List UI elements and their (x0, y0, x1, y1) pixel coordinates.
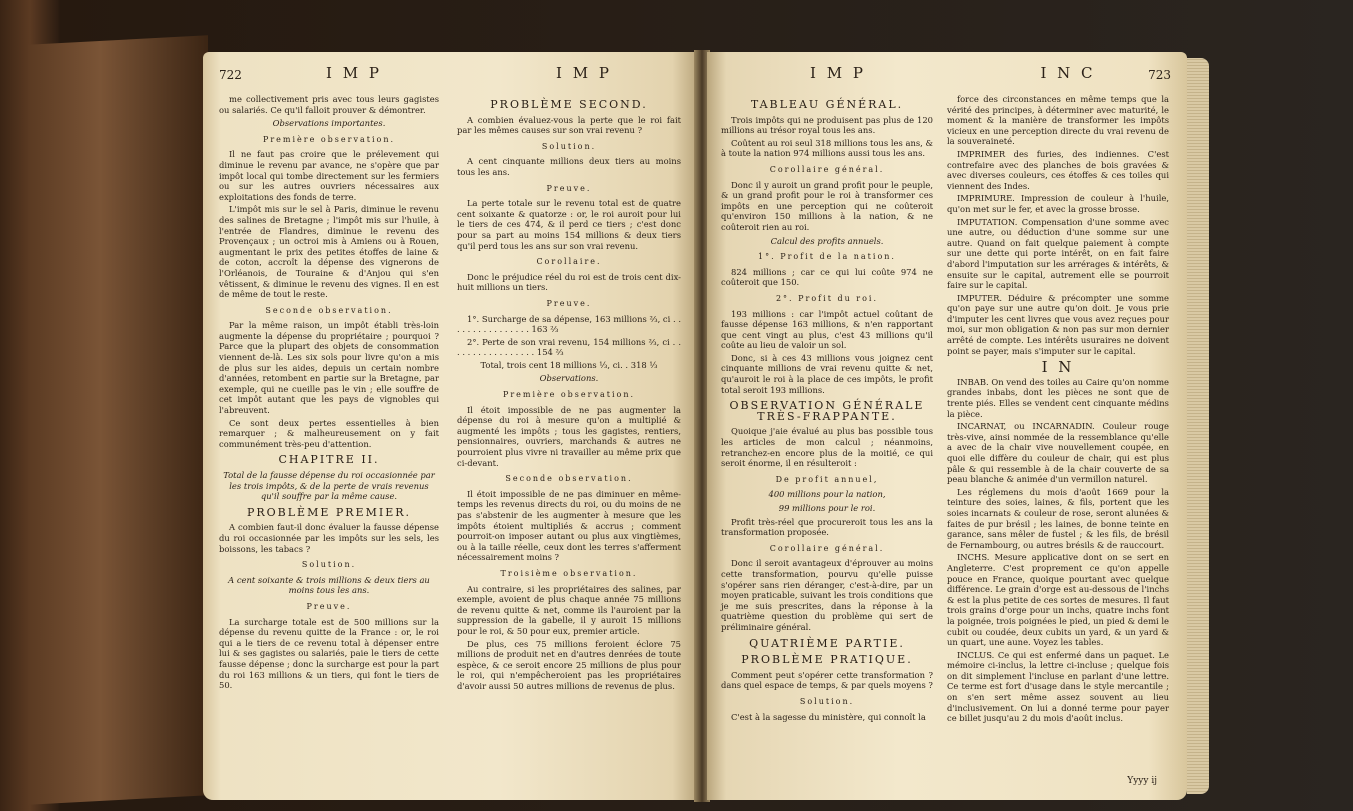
left-headword-1: I M P (326, 64, 382, 82)
heading: Solution. (301, 560, 357, 570)
paragraph: 824 millions ; car ce qui lui coûte 974 ne coûteroit que 150. (721, 266, 933, 288)
right-headword-2: I N C (1040, 64, 1096, 82)
paragraph: IMPUTATION. Compensation d'une somme avec une autre, ou déduction d'une somme sur une autre. Quand on fait quelque paiement à compte sur une dette qui porte intérêt, on en fait faire d'abord l'imputation sur les arrérages & intérêts, & ensuite sur le capital, autrement elle se pourroit faire sur le capital. (947, 216, 1169, 291)
paragraph: IMPRIMURE. Impression de couleur à l'huile, qu'on met sur le fer, et avec la grosse brosse. (947, 193, 1169, 214)
paragraph: IMPUTER. Déduire & précompter une somme qu'on paye sur une autre qu'on doit. Je vous prie d'imputer les cent livres que vous avez reçues pour moi, sur mon obligation & non pas sur mon dernier arrêté de compte. Les intérêts usuraires ne doivent point se payer, mais s'imputer sur le capital. (947, 292, 1169, 356)
heading: Seconde observation. (505, 474, 633, 484)
left-page-number: 722 (219, 68, 242, 82)
paragraph: C'est à la sagesse du ministère, qui connoît la (731, 711, 926, 722)
paragraph: Il étoit impossible de ne pas augmenter la dépense du roi à mesure qu'on a multiplié & augmenté les impôts ; tous les gagistes, rentiers, pensionnaires, ouvriers, marchands & autres ne pourroient plus vivre ni travailler au même prix que ci-devant. (457, 404, 681, 468)
paragraph: A combien faut-il donc évaluer la fausse dépense du roi occasionnée par les impôts sur les sels, les boissons, les tabacs ? (219, 522, 439, 554)
heading: 99 millions pour le roi. (778, 503, 876, 513)
paragraph: Donc il seroit avantageux d'éprouver au moins cette transformation, pourvu qu'elle puisse s'opérer sans rien déranger, c'est-à-dire, par un moyen praticable, suivant les trois conditions que je me suis prescrites, dans la réponse à la quatrième question du problème qui sert de préliminaire général. (721, 558, 933, 632)
heading: Solution. (541, 141, 597, 151)
signature-mark: Yyyy ij (1127, 776, 1157, 786)
left-column-2 (457, 94, 681, 694)
paragraph: La surcharge totale est de 500 millions sur la dépense du revenu quitte de la France : or, le roi qui a le tiers de ce revenu total à dépenser entre lui & ses gagistes ou salariés, paie le tiers de cette fausse dépense ; donc la surcharge est pour la part du roi 163 millions & un tiers, qui font le tiers de 50. (219, 616, 439, 691)
heading: Preuve. (546, 298, 592, 308)
heading: QUATRIÈME PARTIE. (749, 636, 905, 650)
paragraph: 1°. Surcharge de sa dépense, 163 millions ⅔, ci . . . . . . . . . . . . . . . . 163 ⅔ (457, 313, 681, 335)
heading: Solution. (799, 696, 855, 706)
paragraph: Il étoit impossible de ne pas diminuer en même-temps les revenus directs du roi, ou du moins de ne pas s'abstenir de les augmenter à mesure que les impôts étoient multipliés & accrus ; comment pourroit-on imposer autant ou plus aux vingtièmes, ou à la taille réelle, ceux dont les terres s'afferment nécessairement moins ? (457, 488, 681, 563)
heading: Total de la fausse dépense du roi occasionnée par les trois impôts, & de la perte de vrais revenus qu'il souffre par la même cause. (223, 470, 435, 502)
paragraph: Donc il y auroit un grand profit pour le peuple, & un grand profit pour le roi à transformer ces impôts en une perception qui ne coûteroit qu'environ 150 millions à la nation, & ne coûteroit rien au roi. (721, 179, 933, 232)
heading: OBSERVATION GÉNÉRALE TRÈS-FRAPPANTE. (729, 399, 925, 423)
paragraph: Quoique j'aie évalué au plus bas possible tous les articles de mon calcul ; néanmoins, retranchez-en encore plus de la moitié, ce qui seroit énorme, il en résulteroit : (721, 426, 933, 469)
paragraph: INCHS. Mesure applicative dont on se sert en Angleterre. C'est proprement ce qu'on appelle pouce en France, quoique pourtant avec quelque différence. Le grain d'orge est au-dessous de l'inchs & est la plus petite de ces sortes de mesures. Il faut trois grains d'orge pour un inchs, quatre inchs font la poignée, trois poignées le pied, un pied & demi le cubit ou coudée, deux cubits un yard, & un yard & un quart, une aune. Voyez les tables. (947, 552, 1169, 648)
paragraph: Donc, si à ces 43 millions vous joignez cent cinquante millions de vrai revenu quitte & net, qu'auroit le roi à la place de ces impôts, le profit total seroit 193 millions. (721, 352, 933, 395)
paragraph: 2°. Perte de son vrai revenu, 154 millions ⅔, ci . . . . . . . . . . . . . . . . . 154 ⅔ (457, 336, 681, 358)
heading: De profit annuel, (775, 474, 879, 484)
paragraph: IMPRIMER des furies, des indiennes. C'est contrefaire avec des planches de bois gravées & avec diverses couleurs, ces étoffes & ces toiles qui viennent des Indes. (947, 148, 1169, 191)
page-edges (1187, 58, 1209, 794)
heading: Corollaire général. (769, 164, 885, 174)
book-cover-edge (28, 35, 208, 804)
heading: PROBLÈME PREMIER. (246, 505, 412, 519)
right-column-2 (947, 94, 1169, 726)
heading: Troisième observation. (500, 568, 638, 578)
right-column-1 (721, 94, 933, 724)
paragraph: Trois impôts qui ne produisent pas plus de 120 millions au trésor royal tous les ans. (721, 114, 933, 136)
right-running-head (723, 64, 1171, 90)
paragraph: Ce sont deux pertes essentielles à bien remarquer ; & malheureusement on y fait communément très-peu d'attention. (219, 417, 439, 449)
paragraph: Comment peut s'opérer cette transformation ? dans quel espace de temps, & par quels moyens ? (721, 669, 933, 691)
heading: PROBLÈME SECOND. (490, 98, 648, 111)
paragraph: L'impôt mis sur le sel à Paris, diminue le revenu des salines de Bretagne ; l'impôt mis sur l'huile, à l'entrée de Flandres, diminue le revenu des Provençaux ; un octroi mis à Amiens ou à Rouen, augmentant le prix des petites étoffes de laine & de coton, accroît la dépense des vignerons de l'Orléanois, de Touraine & d'Anjou qui s'en vêtissent, & diminue le revenu des vignes. Il en est de même de tout le reste. (219, 204, 439, 300)
heading: Première observation. (502, 390, 636, 400)
right-page-number: 723 (1148, 68, 1171, 82)
paragraph: INCLUS. Ce qui est enfermé dans un paquet. Le mémoire ci-inclus, la lettre ci-incluse ; quelque fois on dit simplement l'incluse en parlant d'une lettre. Ce terme est fort d'usage dans le style mercantile ; on s'en sert même assez souvent au lieu d'inclusivement. On lui a donné terme pour payer ce billet jusqu'au 2 du mois d'août inclus. (947, 649, 1169, 724)
section-letter: I N (1041, 358, 1075, 377)
right-headword-1: I M P (810, 64, 866, 82)
paragraph: me collectivement pris avec tous leurs gagistes ou salariés. Ce qu'il falloit prouver & démontrer. (219, 94, 439, 115)
paragraph: 193 millions : car l'impôt actuel coûtant de fausse dépense 163 millions, & n'en rapportant que cent vingt au plus, c'est 43 millions qu'il coûte au lieu de valoir un sol. (721, 308, 933, 351)
paragraph: A combien évaluez-vous la perte que le roi fait par les mêmes causes sur son vrai revenu ? (457, 114, 681, 136)
paragraph: Coûtent au roi seul 318 millions tous les ans, & à toute la nation 974 millions aussi tous les ans. (721, 137, 933, 159)
heading: 2°. Profit du roi. (775, 293, 879, 303)
left-running-head (219, 64, 681, 90)
heading: Observations importantes. (272, 118, 386, 129)
left-column-1 (219, 94, 439, 693)
heading: TABLEAU GÉNÉRAL. (750, 98, 904, 111)
paragraph: Par la même raison, un impôt établi très-loin augmente la dépense du propriétaire ; pourquoi ? Parce que la plupart des objets de consommation viennent de-là. Les six sols pour livre qu'on a mis de plus sur les aides, depuis un certain nombre d'années, retombent en partie sur la Bretagne, par exemple, qui ne cueille pas le vin ; elle souffre de cet impôt autant que les pays de vignobles qui l'abreuvent. (219, 320, 439, 416)
paragraph: Les réglemens du mois d'août 1669 pour la teinture des soies, laines, & fils, portent que les soies incarnats & couleur de rose, seront alunées & faites de pur brésil ; les laines, de bonne teinte en garance, sans mêler de fustel ; & les fils, de brésil de Fernambourg, ou autres brésils & de rauccourt. (947, 486, 1169, 550)
heading: Observations. (539, 373, 599, 384)
paragraph: La perte totale sur le revenu total est de quatre cent soixante & quatorze : or, le roi auroit pour lui le tiers de ces 474, & il perd ce tiers ; c'est donc pour sa part au moins 154 millions & deux tiers qu'il perd tous les ans sur son vrai revenu. (457, 198, 681, 251)
heading: Corollaire. (536, 257, 602, 267)
paragraph: INBAB. On vend des toiles au Caire qu'on nomme grandes inbabs, dont les pièces ne sont que de trente piés. Elles se vendent cent cinquante médins la pièce. (947, 376, 1169, 419)
paragraph: Profit très-réel que procureroit tous les ans la transformation proposée. (721, 516, 933, 538)
paragraph: A cent cinquante millions deux tiers au moins tous les ans. (457, 156, 681, 177)
paragraph: INCARNAT, ou INCARNADIN. Couleur rouge très-vive, ainsi nommée de la ressemblance qu'elle a avec de la chair vive nouvellement coupée, en quoi elle diffère du couleur de chair, qui est plus pâle & qui ressemble à de la chair couverte de sa peau blanche & animée d'un vermillon naturel. (947, 421, 1169, 485)
heading: A cent soixante & trois millions & deux tiers au moins tous les ans. (228, 574, 430, 596)
heading: 400 millions pour la nation, (768, 489, 886, 500)
heading: Corollaire général. (769, 543, 885, 553)
heading: Première observation. (262, 134, 396, 144)
paragraph: force des circonstances en même temps que la vérité des principes, à déterminer avec maturité, le moment & la manière de transformer les impôts vicieux en une perception directe du vrai revenu de la souveraineté. (947, 94, 1169, 147)
heading: Preuve. (306, 601, 352, 611)
paragraph: De plus, ces 75 millions feroient éclore 75 millions de produit net en d'autres denrées de toute espèce, & ce seroit encore 25 millions de plus pour le roi, qui n'empêcheroient pas les propriétaires d'avoir aussi 50 autres millions de revenus de plus. (457, 638, 681, 691)
heading: Seconde observation. (265, 305, 393, 315)
heading: CHAPITRE II. (278, 453, 380, 467)
heading: PROBLÈME PRATIQUE. (741, 653, 913, 667)
paragraph: Donc le préjudice réel du roi est de trois cent dix-huit millions un tiers. (457, 271, 681, 293)
heading: Preuve. (546, 183, 592, 193)
paragraph: Au contraire, si les propriétaires des salines, par exemple, avoient de plus chaque année 75 millions de revenu quitte & net, comme ils l'auroient par la suppression de la gabelle, il y auroit 15 millions pour le roi, & 50 pour eux, premier article. (457, 583, 681, 636)
paragraph: Il ne faut pas croire que le prélevement qui diminue le revenu par avance, ne s'opère que par impôt local qui tombe directement sur les fermiers ou sur les autres ouvriers nécessaires aux exploitations des fonds de terre. (219, 149, 439, 202)
left-headword-2: I M P (556, 64, 612, 82)
left-page (203, 52, 697, 800)
right-page (707, 52, 1187, 800)
heading: Total, trois cent 18 millions ⅓, ci. . 318 ⅓ (480, 359, 658, 370)
heading: Calcul des profits annuels. (770, 235, 884, 246)
heading: 1°. Profit de la nation. (758, 252, 896, 262)
